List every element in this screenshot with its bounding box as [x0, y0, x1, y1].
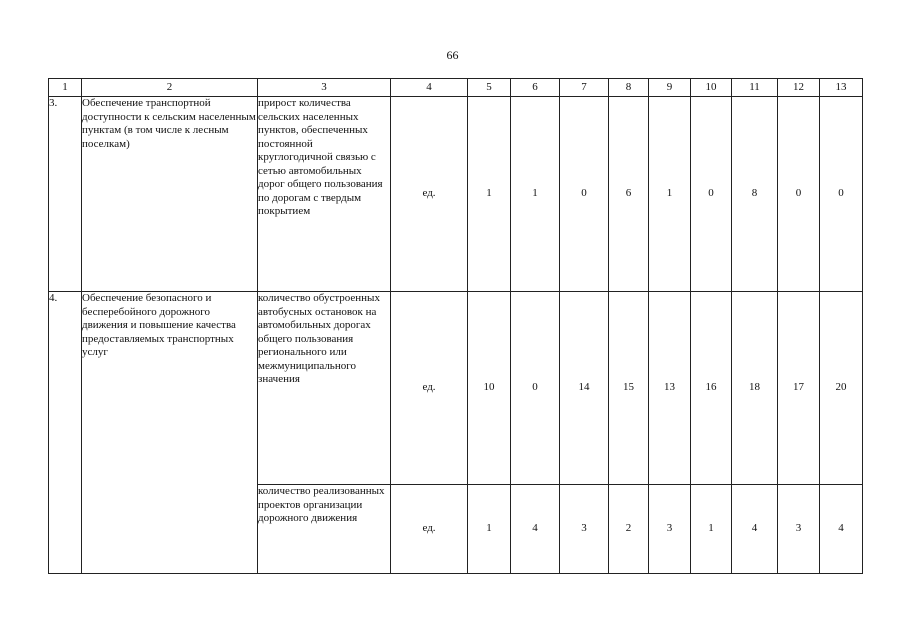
value-cell: 0: [778, 97, 820, 292]
column-header: 8: [609, 79, 649, 97]
indicator-cell: количество реализованных проектов организации дорожного движения: [258, 485, 391, 574]
value-cell: 1: [511, 97, 560, 292]
column-header: 4: [391, 79, 468, 97]
column-header: 5: [468, 79, 511, 97]
column-header: 2: [82, 79, 258, 97]
value-cell: 13: [649, 292, 691, 485]
row-number: 3.: [49, 97, 82, 292]
value-cell: 10: [468, 292, 511, 485]
table-row: [49, 292, 863, 485]
value-cell: 0: [820, 97, 863, 292]
value-cell: 0: [560, 97, 609, 292]
value-cell: 1: [468, 97, 511, 292]
value-cell: 17: [778, 292, 820, 485]
table-row: [49, 97, 863, 292]
value-cell: 1: [649, 97, 691, 292]
column-header: 6: [511, 79, 560, 97]
value-cell: 1: [691, 485, 732, 574]
value-cell: 18: [732, 292, 778, 485]
column-header: 1: [49, 79, 82, 97]
unit-cell: ед.: [391, 485, 468, 574]
value-cell: 0: [511, 292, 560, 485]
column-header: 11: [732, 79, 778, 97]
column-header: 10: [691, 79, 732, 97]
unit-cell: ед.: [391, 292, 468, 485]
value-cell: 20: [820, 292, 863, 485]
column-header: 3: [258, 79, 391, 97]
value-cell: 16: [691, 292, 732, 485]
value-cell: 6: [609, 97, 649, 292]
indicator-cell: прирост количества сельских населенных пунктов, обеспеченных постоянной круглогодичной связью с сетью автомобильных дорог общего пользования по дорогам с твердым покрытием: [258, 97, 391, 292]
unit-cell: ед.: [391, 97, 468, 292]
value-cell: 15: [609, 292, 649, 485]
value-cell: 3: [649, 485, 691, 574]
task-cell: Обеспечение безопасного и бесперебойного дорожного движения и повышение качества предоставляемых транспортных услуг: [82, 292, 258, 574]
value-cell: 0: [691, 97, 732, 292]
indicators-table: [48, 78, 863, 574]
value-cell: 2: [609, 485, 649, 574]
page-number: 66: [446, 48, 459, 62]
task-cell: Обеспечение транспортной доступности к сельским населенным пунктам (в том числе к лесным поселкам): [82, 97, 258, 292]
value-cell: 3: [778, 485, 820, 574]
column-header: 7: [560, 79, 609, 97]
value-cell: 1: [468, 485, 511, 574]
row-number: 4.: [49, 292, 82, 574]
value-cell: 14: [560, 292, 609, 485]
value-cell: 3: [560, 485, 609, 574]
indicator-cell: количество обустроенных автобусных остановок на автомобильных дорогах общего пользования регионального или межмуниципального значения: [258, 292, 391, 485]
column-header: 12: [778, 79, 820, 97]
column-header: 13: [820, 79, 863, 97]
value-cell: 4: [511, 485, 560, 574]
value-cell: 4: [732, 485, 778, 574]
value-cell: 8: [732, 97, 778, 292]
header-row: [49, 79, 863, 97]
column-header: 9: [649, 79, 691, 97]
value-cell: 4: [820, 485, 863, 574]
